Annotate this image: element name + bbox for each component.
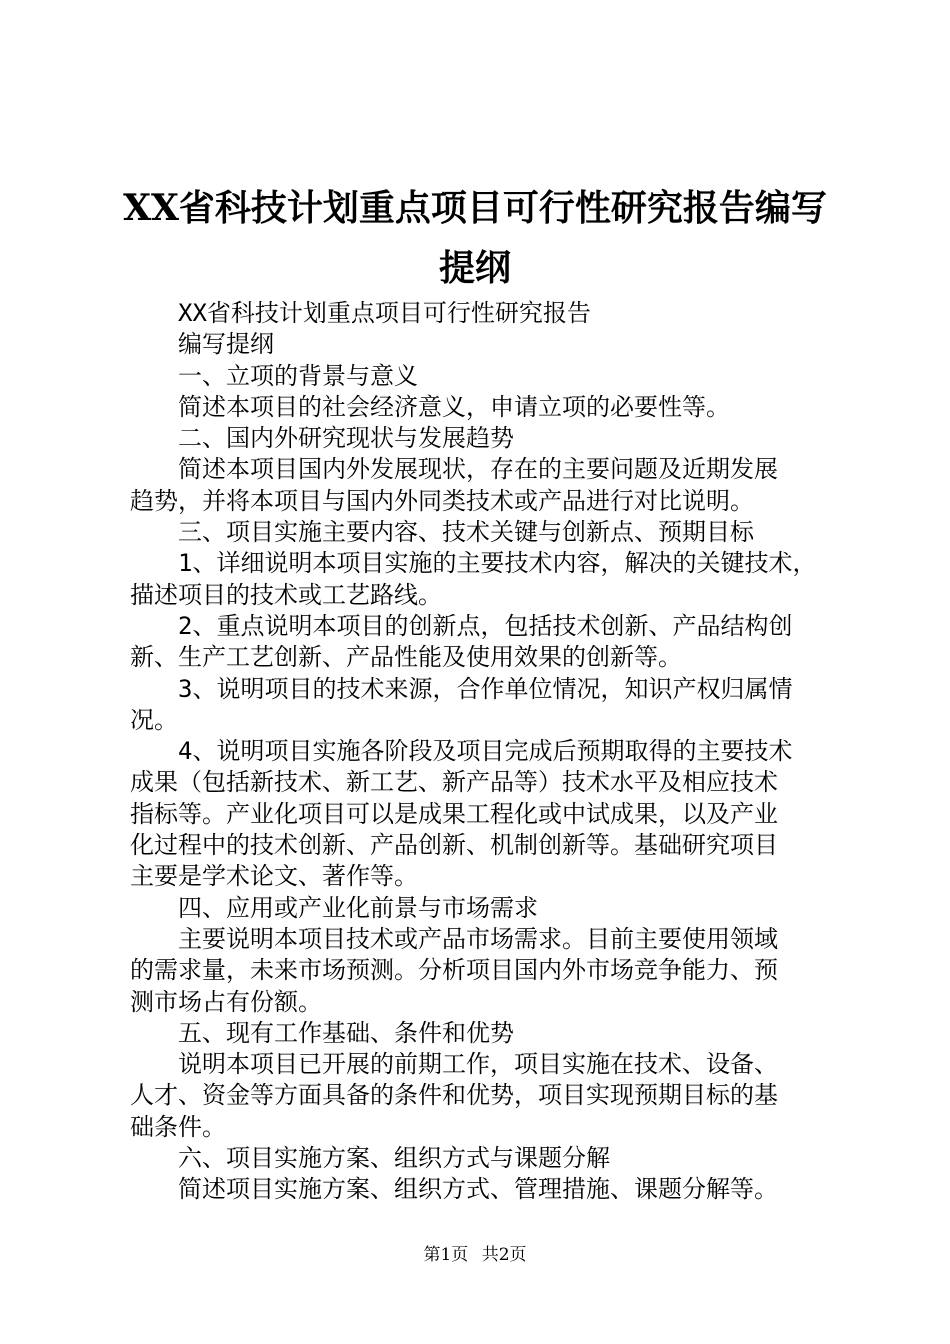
body-line — [130, 1080, 830, 1111]
body-line-text: 新、生产工艺创新、产品性能及使用效果的创新等。 — [130, 643, 682, 672]
page-total: 共2页 — [481, 1245, 527, 1265]
body-line-text: 的需求量，未来市场预测。分析项目国内外市场竞争能力、预 — [130, 956, 778, 985]
page-footer — [0, 1244, 950, 1266]
body-line — [130, 767, 830, 798]
body-line — [130, 893, 830, 924]
body-line — [130, 674, 830, 705]
document-body — [130, 298, 830, 1206]
body-line-text: 简述本项目国内外发展现状，存在的主要问题及近期发展 — [178, 455, 778, 484]
body-line — [130, 298, 830, 329]
body-line-text: 指标等。产业化项目可以是成果工程化或中试成果，以及产业 — [130, 799, 778, 828]
body-line-text: 四、应用或产业化前景与市场需求 — [178, 893, 538, 922]
body-line — [130, 1018, 830, 1049]
body-line-text: 3、说明项目的技术来源，合作单位情况，知识产权归属情 — [178, 674, 793, 703]
body-line-text: 说明本项目已开展的前期工作，项目实施在技术、设备、 — [178, 1050, 778, 1079]
body-line — [130, 830, 830, 861]
body-line — [130, 1174, 830, 1205]
body-line — [130, 736, 830, 767]
body-line — [130, 799, 830, 830]
body-line-text: 编写提纲 — [178, 330, 274, 359]
body-line-text: 二、国内外研究现状与发展趋势 — [178, 424, 514, 453]
body-line — [130, 517, 830, 548]
body-line-text: 2、重点说明本项目的创新点，包括技术创新、产品结构创 — [178, 611, 793, 640]
body-line-text: 一、立项的背景与意义 — [178, 361, 418, 390]
body-line-text: 六、项目实施方案、组织方式与课题分解 — [178, 1144, 610, 1173]
body-line-text: 三、项目实施主要内容、技术关键与创新点、预期目标 — [178, 518, 754, 547]
body-line-text: 况。 — [130, 705, 178, 734]
body-line — [130, 361, 830, 392]
body-line-text: 简述本项目的社会经济意义，申请立项的必要性等。 — [178, 392, 730, 421]
body-line — [130, 705, 830, 736]
body-line-text: 测市场占有份额。 — [130, 987, 322, 1016]
body-line — [130, 611, 830, 642]
body-line — [130, 486, 830, 517]
body-line — [130, 924, 830, 955]
body-line-text: 成果（包括新技术、新工艺、新产品等）技术水平及相应技术 — [130, 768, 778, 797]
body-line-text: 趋势，并将本项目与国内外同类技术或产品进行对比说明。 — [130, 486, 754, 515]
body-line — [130, 392, 830, 423]
page-number: 第1页 — [423, 1245, 469, 1265]
body-line — [130, 987, 830, 1018]
document-title-line-2: 提纲 — [438, 247, 511, 289]
body-line — [130, 423, 830, 454]
body-line — [130, 1049, 830, 1080]
body-line-text: 4、说明项目实施各阶段及项目完成后预期取得的主要技术 — [178, 737, 793, 766]
body-line — [130, 1112, 830, 1143]
body-line-text: 化过程中的技术创新、产品创新、机制创新等。基础研究项目 — [130, 831, 778, 860]
body-line-text: 描述项目的技术或工艺路线。 — [130, 580, 442, 609]
body-line-text: 础条件。 — [130, 1112, 226, 1141]
body-line-text: 主要是学术论文、著作等。 — [130, 862, 418, 891]
body-line-text: XX省科技计划重点项目可行性研究报告 — [178, 299, 591, 327]
body-line-text: 人才、资金等方面具备的条件和优势，项目实现预期目标的基 — [130, 1081, 778, 1110]
body-line-text: 1、详细说明本项目实施的主要技术内容，解决的关键技术， — [178, 549, 817, 578]
body-line — [130, 955, 830, 986]
body-line — [130, 642, 830, 673]
body-line — [130, 454, 830, 485]
body-line-text: 五、现有工作基础、条件和优势 — [178, 1018, 514, 1047]
body-line-text: 主要说明本项目技术或产品市场需求。目前主要使用领域 — [178, 924, 778, 953]
body-line — [130, 1143, 830, 1174]
document-title-line-1: XX省科技计划重点项目可行性研究报告编写 — [123, 187, 827, 229]
body-line — [130, 861, 830, 892]
body-line — [130, 329, 830, 360]
body-line — [130, 548, 830, 579]
body-line — [130, 580, 830, 611]
body-line-text: 简述项目实施方案、组织方式、管理措施、课题分解等。 — [178, 1175, 778, 1204]
